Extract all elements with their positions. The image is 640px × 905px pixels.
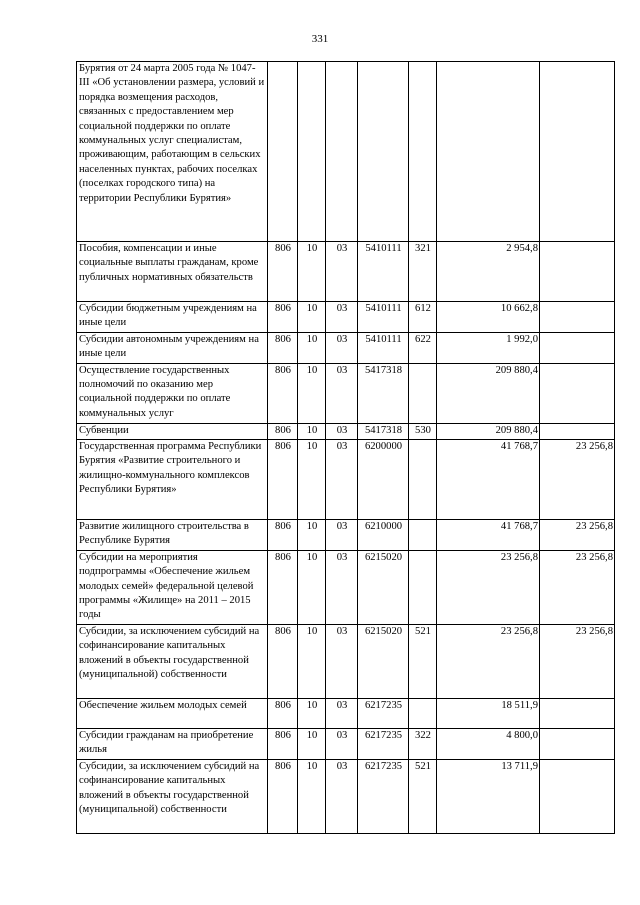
row-code: 806 (268, 698, 298, 728)
row-amount-2 (540, 332, 615, 363)
row-section: 10 (298, 440, 326, 520)
row-amount-2: 23 256,8 (540, 520, 615, 551)
row-amount: 13 711,9 (437, 759, 540, 833)
row-subsection: 03 (326, 332, 358, 363)
row-amount-2 (540, 759, 615, 833)
row-type (409, 62, 437, 242)
row-section: 10 (298, 759, 326, 833)
row-name: Обеспечение жильем молодых семей (77, 698, 268, 728)
row-section: 10 (298, 242, 326, 302)
row-item: 6215020 (358, 550, 409, 624)
row-section (298, 62, 326, 242)
row-amount-2 (540, 728, 615, 759)
table-row (77, 62, 615, 242)
table-row (77, 550, 615, 624)
row-item: 6217235 (358, 698, 409, 728)
table-row (77, 423, 615, 439)
row-code: 806 (268, 759, 298, 833)
table-row (77, 440, 615, 520)
table-row (77, 759, 615, 833)
row-amount: 23 256,8 (437, 550, 540, 624)
row-name: Пособия, компенсации и иные социальные выплаты гражданам, кроме публичных нормативных обязательств (77, 242, 268, 302)
row-type (409, 440, 437, 520)
page-number: 331 (311, 33, 329, 45)
row-code: 806 (268, 302, 298, 333)
row-subsection: 03 (326, 302, 358, 333)
table-row (77, 698, 615, 728)
row-name: Осуществление государственных полномочий по оказанию мер социальной поддержки по оплате коммунальных услуг (77, 363, 268, 423)
budget-table (76, 61, 615, 834)
row-amount-2 (540, 423, 615, 439)
row-name: Субсидии автономным учреждениям на иные цели (77, 332, 268, 363)
row-item: 5410111 (358, 242, 409, 302)
row-type (409, 363, 437, 423)
row-section: 10 (298, 363, 326, 423)
row-type: 622 (409, 332, 437, 363)
row-amount-2 (540, 62, 615, 242)
row-code: 806 (268, 242, 298, 302)
row-section: 10 (298, 624, 326, 698)
row-item: 6210000 (358, 520, 409, 551)
row-code: 806 (268, 423, 298, 439)
table-row (77, 520, 615, 551)
row-amount-2: 23 256,8 (540, 550, 615, 624)
row-amount: 4 800,0 (437, 728, 540, 759)
row-amount: 209 880,4 (437, 423, 540, 439)
row-amount: 23 256,8 (437, 624, 540, 698)
row-amount: 209 880,4 (437, 363, 540, 423)
row-type: 322 (409, 728, 437, 759)
row-name: Субсидии гражданам на приобретение жилья (77, 728, 268, 759)
row-name: Субсидии, за исключением субсидий на софинансирование капитальных вложений в объекты государственной (муниципальной) собственности (77, 624, 268, 698)
row-amount: 2 954,8 (437, 242, 540, 302)
row-amount-2 (540, 302, 615, 333)
row-section: 10 (298, 698, 326, 728)
row-code: 806 (268, 363, 298, 423)
row-name: Государственная программа Республики Бурятия «Развитие строительного и жилищно-коммунального комплексов Республики Бурятия» (77, 440, 268, 520)
row-subsection: 03 (326, 624, 358, 698)
row-code: 806 (268, 624, 298, 698)
row-subsection: 03 (326, 440, 358, 520)
row-item: 6215020 (358, 624, 409, 698)
row-section: 10 (298, 728, 326, 759)
table-row (77, 363, 615, 423)
row-subsection: 03 (326, 363, 358, 423)
row-section: 10 (298, 332, 326, 363)
row-name: Бурятия от 24 марта 2005 года № 1047-III «Об установлении размера, условий и порядка возмещения расходов, связанных с предоставлением мер социальной поддержки по оплате коммунальных услуг специалистам, проживающим, работающим в сельских населенных пунктах, рабочих поселках (поселках городского типа) на территории Республики Бурятия» (77, 62, 268, 242)
table-row (77, 302, 615, 333)
row-code: 806 (268, 728, 298, 759)
row-amount: 41 768,7 (437, 440, 540, 520)
row-subsection (326, 62, 358, 242)
table-row (77, 624, 615, 698)
table-row (77, 332, 615, 363)
row-item: 6217235 (358, 728, 409, 759)
row-item: 6217235 (358, 759, 409, 833)
row-section: 10 (298, 423, 326, 439)
row-item: 5417318 (358, 363, 409, 423)
row-subsection: 03 (326, 728, 358, 759)
row-amount-2: 23 256,8 (540, 440, 615, 520)
row-amount: 18 511,9 (437, 698, 540, 728)
row-item (358, 62, 409, 242)
row-subsection: 03 (326, 759, 358, 833)
row-amount: 10 662,8 (437, 302, 540, 333)
row-type (409, 520, 437, 551)
row-subsection: 03 (326, 698, 358, 728)
row-amount-2: 23 256,8 (540, 624, 615, 698)
row-name: Субсидии на мероприятия подпрограммы «Обеспечение жильем молодых семей» федеральной целевой программы «Жилище» на 2011 – 2015 годы (77, 550, 268, 624)
table-body (77, 62, 615, 834)
row-amount-2 (540, 242, 615, 302)
row-name: Субвенции (77, 423, 268, 439)
row-code (268, 62, 298, 242)
row-type: 521 (409, 624, 437, 698)
row-code: 806 (268, 550, 298, 624)
row-type (409, 698, 437, 728)
row-type: 321 (409, 242, 437, 302)
row-subsection: 03 (326, 520, 358, 551)
row-name: Субсидии, за исключением субсидий на софинансирование капитальных вложений в объекты государственной (муниципальной) собственности (77, 759, 268, 833)
row-type: 530 (409, 423, 437, 439)
row-code: 806 (268, 440, 298, 520)
row-item: 5410111 (358, 332, 409, 363)
row-section: 10 (298, 520, 326, 551)
row-item: 5417318 (358, 423, 409, 439)
row-code: 806 (268, 520, 298, 551)
row-type (409, 550, 437, 624)
row-name: Субсидии бюджетным учреждениям на иные цели (77, 302, 268, 333)
row-type: 521 (409, 759, 437, 833)
table-row (77, 728, 615, 759)
row-item: 6200000 (358, 440, 409, 520)
row-subsection: 03 (326, 242, 358, 302)
table-row (77, 242, 615, 302)
row-type: 612 (409, 302, 437, 333)
row-amount (437, 62, 540, 242)
row-item: 5410111 (358, 302, 409, 333)
row-amount: 41 768,7 (437, 520, 540, 551)
row-name: Развитие жилищного строительства в Республике Бурятия (77, 520, 268, 551)
row-code: 806 (268, 332, 298, 363)
row-subsection: 03 (326, 550, 358, 624)
row-subsection: 03 (326, 423, 358, 439)
row-section: 10 (298, 302, 326, 333)
row-amount-2 (540, 363, 615, 423)
row-amount-2 (540, 698, 615, 728)
row-section: 10 (298, 550, 326, 624)
row-amount: 1 992,0 (437, 332, 540, 363)
